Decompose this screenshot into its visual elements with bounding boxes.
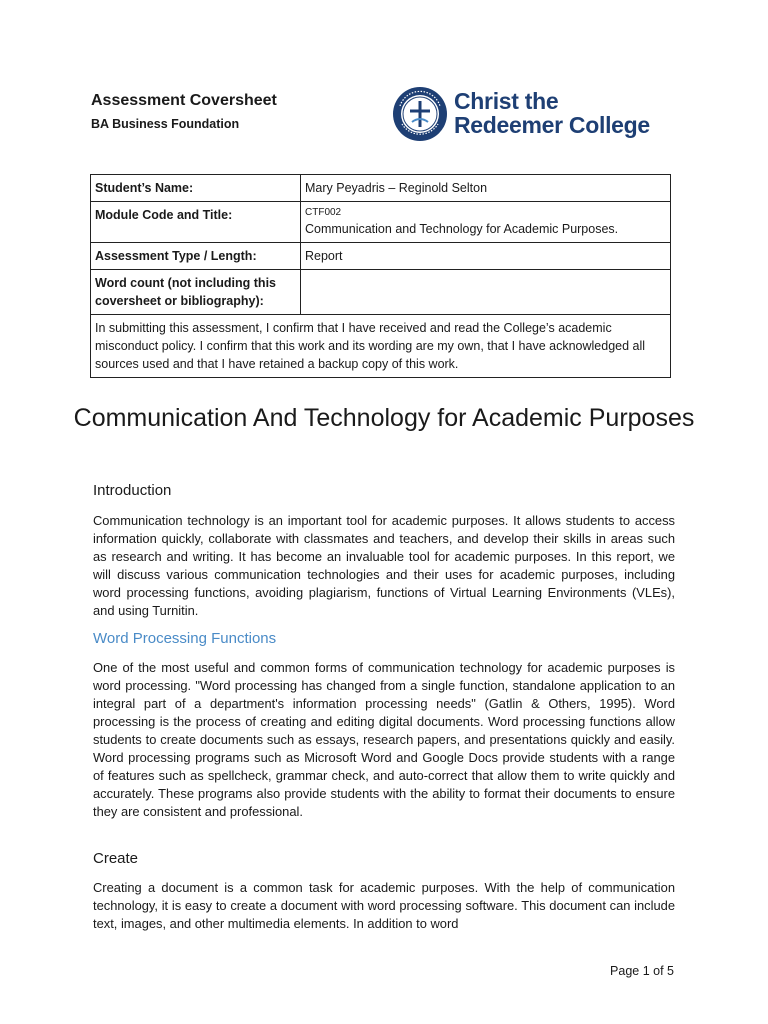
assessment-type-value: Report: [301, 243, 671, 270]
college-name-line2: Redeemer College: [454, 112, 650, 138]
student-name-label: Student’s Name:: [91, 175, 301, 202]
coversheet-title: Assessment Coversheet: [91, 92, 277, 109]
assessment-type-label: Assessment Type / Length:: [91, 243, 301, 270]
college-seal-icon: [392, 86, 448, 142]
document-title: Communication And Technology for Academic Purposes: [73, 404, 695, 432]
programme-subtitle: BA Business Foundation: [91, 117, 240, 131]
table-row: [91, 270, 671, 315]
student-name-value: Mary Peyadris – Reginold Selton: [301, 175, 671, 202]
module-code: CTF002: [305, 207, 342, 218]
module-value: [301, 202, 671, 243]
page-number: Page 1 of 5: [610, 964, 674, 978]
table-row: [91, 315, 671, 378]
create-paragraph: Creating a document is a common task for academic purposes. With the help of communication technology, it is easy to create a document with word processing software. This document can include text, images, and other multimedia elements. In addition to word: [93, 880, 675, 931]
college-name: [454, 89, 650, 137]
declaration-text: In submitting this assessment, I confirm that I have received and read the College’s academic misconduct policy. I confirm that this work and its wording are my own, that I have acknowledged all sources used and that I have retained a backup copy of this work.: [91, 315, 671, 378]
introduction-paragraph: Communication technology is an important tool for academic purposes. It allows students to access information quickly, collaborate with classmates and teachers, and develop their skills in areas such as research and writing. It has become an invaluable tool for academic purposes. In this report, we will discuss various communication technologies and their uses for academic purposes, including word processing functions, avoiding plagiarism, functions of Virtual Learning Environments (VLEs), and using Turnitin.: [93, 513, 675, 618]
college-logo: [392, 86, 682, 142]
coversheet-table: [90, 174, 671, 378]
word-processing-heading: Word Processing Functions: [93, 630, 277, 647]
module-label: Module Code and Title:: [91, 202, 301, 243]
create-heading: Create: [93, 850, 139, 867]
word-count-value: [301, 270, 671, 315]
word-processing-paragraph: One of the most useful and common forms of communication technology for academic purposes is word processing. "Word processing has changed from a single function, standalone application to an integral part of a department's information processing needs" (Gatlin & Others, 1995). Word processing is the process of creating and editing digital documents. Word processing functions allow students to create documents such as essays, research papers, and presentations quickly and easily. Word processing programs such as Microsoft Word and Google Docs provide students with a range of features such as spellcheck, grammar check, and auto-correct that allow them to write quickly and accurately. These programs also provide students with the ability to format their documents to ensure they are consistent and professional.: [93, 660, 675, 819]
word-count-label: Word count (not including this coversheet or bibliography):: [91, 270, 301, 315]
table-row: [91, 175, 671, 202]
introduction-heading: Introduction: [93, 482, 172, 499]
table-row: [91, 243, 671, 270]
table-row: [91, 202, 671, 243]
college-name-line1: Christ the: [454, 88, 559, 114]
module-title: Communication and Technology for Academic Purposes.: [305, 222, 619, 236]
